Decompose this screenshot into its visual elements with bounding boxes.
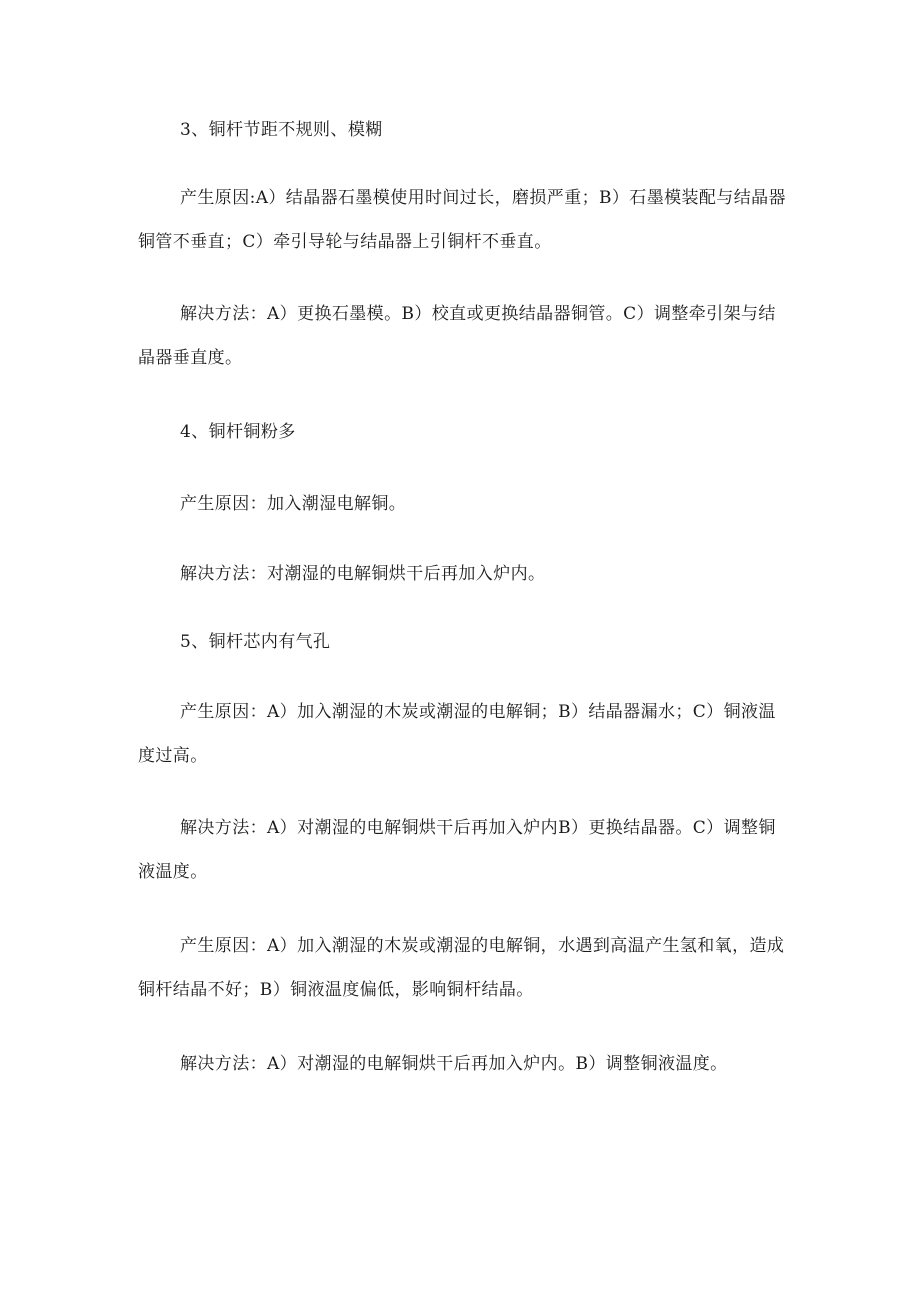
solution-paragraph-5: 解决方法：A）对潮湿的电解铜烘干后再加入炉内B）更换结晶器。C）调整铜液温度。 xyxy=(138,818,776,882)
section-heading-3: 3、铜杆节距不规则、模糊 xyxy=(180,120,383,140)
section-heading-5: 5、铜杆芯内有气孔 xyxy=(180,632,331,652)
solution-paragraph-4: 解决方法：对潮湿的电解铜烘干后再加入炉内。 xyxy=(180,564,546,584)
cause-paragraph-3: 产生原因:A）结晶器石墨模使用时间过长，磨损严重；B）石墨模装配与结晶器铜管不垂直；C）牵引导轮与结晶器上引铜杆不垂直。 xyxy=(138,188,786,252)
solution-paragraph-3: 解决方法：A）更换石墨模。B）校直或更换结晶器铜管。C）调整牵引架与结晶器垂直度。 xyxy=(138,304,776,368)
cause-paragraph-4: 产生原因：加入潮湿电解铜。 xyxy=(180,494,407,514)
cause-paragraph-extra: 产生原因：A）加入潮湿的木炭或潮湿的电解铜，水遇到高温产生氢和氧，造成铜杆结晶不好；B）铜液温度偏低，影响铜杆结晶。 xyxy=(138,936,785,1000)
solution-paragraph-extra: 解决方法：A）对潮湿的电解铜烘干后再加入炉内。B）调整铜液温度。 xyxy=(180,1054,728,1074)
section-heading-4: 4、铜杆铜粉多 xyxy=(180,422,296,442)
cause-paragraph-5: 产生原因：A）加入潮湿的木炭或潮湿的电解铜；B）结晶器漏水；C）铜液温度过高。 xyxy=(138,702,776,766)
